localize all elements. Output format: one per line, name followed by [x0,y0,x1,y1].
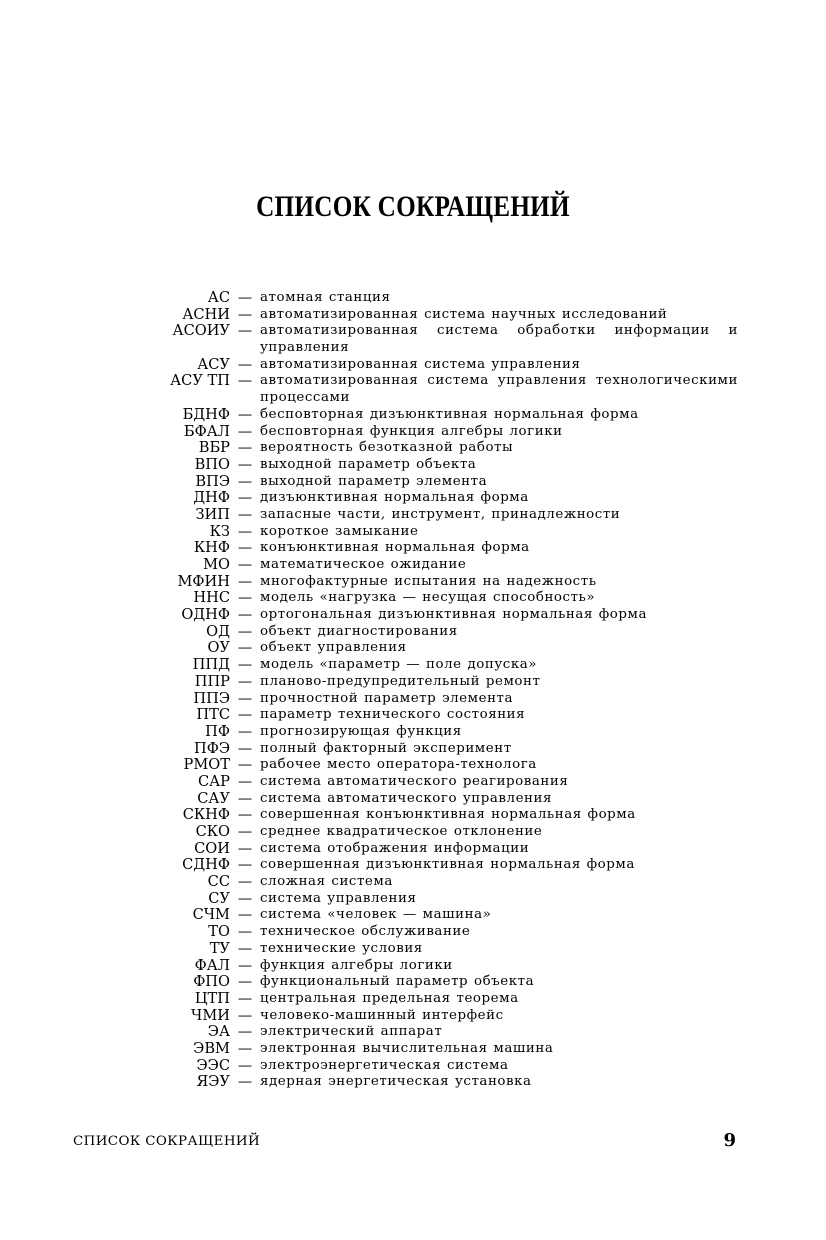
abbreviation-definition: объект диагностирования [260,623,458,639]
abbreviation-term: ЧМИ [191,1006,230,1024]
abbreviation-definition: конъюнктивная нормальная форма [260,540,530,556]
abbreviation-definition: электронная вычислительная машина [260,1040,554,1056]
abbreviation-entry [0,1024,826,1041]
abbreviation-entry [0,1008,826,1025]
abbreviation-term: МФИН [177,572,230,590]
abbreviation-definition: объект управления [260,640,407,656]
abbreviation-entry [0,323,826,356]
em-dash: — [237,490,253,507]
abbreviation-definition: многофактурные испытания на надежность [260,573,597,589]
abbreviation-definition: атомная станция [260,290,391,305]
abbreviation-definition: автоматизированная система управления технологическими процессами [260,373,738,406]
em-dash: — [237,957,253,974]
em-dash: — [237,807,253,824]
abbreviation-term: ТУ [209,939,230,957]
em-dash: — [237,607,253,624]
abbreviation-definition: короткое замыкание [260,523,419,539]
abbreviation-term: ПТС [196,706,230,724]
abbreviation-definition: среднее квадратическое отклонение [260,824,543,839]
abbreviation-definition: система отображения информации [260,840,530,856]
abbreviation-definition: функция алгебры логики [260,957,453,973]
abbreviation-term: СОИ [194,839,230,857]
em-dash: — [237,990,253,1007]
abbreviation-term: ППР [194,672,230,690]
abbreviation-term: САУ [197,789,230,807]
abbreviation-definition: выходной параметр элемента [260,473,488,489]
em-dash: — [237,840,253,857]
abbreviation-definition: система автоматического реагирования [260,773,569,789]
abbreviation-term: ВБР [198,439,230,457]
abbreviation-term: ННС [193,589,230,607]
abbreviation-term: ДНФ [193,489,230,507]
em-dash: — [237,940,253,957]
em-dash: — [237,506,253,523]
em-dash: — [237,356,253,373]
em-dash: — [237,1057,253,1074]
abbreviation-term: СКО [195,823,230,840]
abbreviation-entry [0,841,826,858]
em-dash: — [237,790,253,807]
abbreviation-entry [0,691,826,708]
em-dash: — [237,1040,253,1057]
abbreviation-entry [0,891,826,908]
abbreviation-entry [0,1041,826,1058]
abbreviation-definition: прогнозирующая функция [260,723,462,739]
abbreviation-entry [0,941,826,958]
abbreviation-term: СДНФ [182,856,230,874]
abbreviation-entry [0,874,826,891]
abbreviation-term: ФАЛ [194,956,230,974]
abbreviation-definition: параметр технического состояния [260,707,526,723]
abbreviation-entry [0,724,826,741]
abbreviation-entry [0,407,826,424]
em-dash: — [237,690,253,707]
abbreviation-entry [0,974,826,991]
abbreviation-entry [0,424,826,441]
abbreviation-entry [0,707,826,724]
abbreviation-definition: рабочее место оператора-технолога [260,757,537,773]
abbreviation-term: САР [197,772,230,790]
abbreviation-definition: автоматизированная система обработки информации и управления [260,323,738,356]
abbreviation-definition: электрический аппарат [260,1024,443,1040]
abbreviation-definition: автоматизированная система управления [260,356,581,372]
abbreviation-definition: совершенная конъюнктивная нормальная форма [260,807,636,823]
abbreviation-definition: модель «параметр — поле допуска» [260,657,538,673]
abbreviation-term: ОД [206,622,230,640]
abbreviation-entry [0,290,826,307]
abbreviation-entry [0,1074,826,1091]
abbreviation-definition: планово-предупредительный ремонт [260,673,541,689]
abbreviation-entry [0,674,826,691]
abbreviation-entry [0,824,826,841]
abbreviation-entry [0,958,826,975]
abbreviation-term: ВПО [194,455,230,473]
em-dash: — [237,540,253,557]
abbreviation-term: ТО [208,923,230,941]
running-title: СПИСОК СОКРАЩЕНИЙ [73,1134,261,1149]
abbreviation-term: ПФ [205,722,230,740]
em-dash: — [237,907,253,924]
abbreviation-definition: центральная предельная теорема [260,990,519,1006]
abbreviation-definition: технические условия [260,940,423,956]
abbreviation-term: СУ [208,889,230,907]
abbreviation-term: ЗИП [195,505,230,523]
em-dash: — [237,874,253,891]
abbreviation-entry [0,574,826,591]
abbreviation-definition: выходной параметр объекта [260,456,477,472]
em-dash: — [237,824,253,840]
abbreviation-term: АСУ ТП [170,372,230,390]
em-dash: — [237,557,253,573]
em-dash: — [237,306,253,323]
abbreviation-entry [0,991,826,1008]
abbreviation-definition: ядерная энергетическая установка [260,1074,532,1090]
em-dash: — [237,323,253,340]
abbreviation-entry [0,524,826,541]
em-dash: — [237,740,253,757]
abbreviation-entry [0,507,826,524]
em-dash: — [237,857,253,874]
abbreviation-term: АС [207,289,230,306]
abbreviation-definition: модель «нагрузка — несущая способность» [260,590,596,606]
abbreviation-definition: техническое обслуживание [260,924,471,940]
abbreviation-term: ФПО [193,973,230,991]
abbreviation-definition: прочностной параметр элемента [260,690,514,706]
abbreviation-definition: математическое ожидание [260,557,467,572]
abbreviation-definition: человеко-машинный интерфейс [260,1007,504,1023]
abbreviation-term: ПФЭ [193,739,230,757]
em-dash: — [237,723,253,740]
abbreviation-term: КНФ [193,539,230,557]
abbreviation-definition: система «человек — машина» [260,907,492,923]
abbreviation-entry [0,857,826,874]
em-dash: — [237,406,253,423]
em-dash: — [237,1074,253,1091]
em-dash: — [237,707,253,724]
abbreviation-entry [0,624,826,641]
abbreviation-definition: сложная система [260,874,393,890]
abbreviation-term: МО [203,556,230,573]
abbreviation-entry [0,557,826,574]
abbreviation-term: СС [207,873,230,891]
em-dash: — [237,456,253,473]
abbreviation-entry [0,791,826,808]
em-dash: — [237,640,253,657]
abbreviation-term: ОУ [207,639,230,657]
em-dash: — [237,423,253,440]
abbreviation-entry [0,373,826,406]
abbreviation-term: ОДНФ [181,606,230,624]
em-dash: — [237,974,253,991]
em-dash: — [237,1007,253,1024]
abbreviation-entry [0,807,826,824]
abbreviation-term: БФАЛ [183,422,230,440]
abbreviation-term: СЧМ [192,906,230,924]
abbreviation-entry [0,590,826,607]
abbreviation-term: ЯЭУ [196,1073,230,1091]
em-dash: — [237,440,253,457]
abbreviation-entry [0,1058,826,1075]
abbreviation-definition: полный факторный эксперимент [260,740,512,756]
abbreviation-definition: запасные части, инструмент, принадлежности [260,506,621,522]
abbreviation-definition: вероятность безотказной работы [260,440,514,456]
abbreviation-entry [0,640,826,657]
abbreviation-entry [0,457,826,474]
abbreviation-list [0,290,826,1091]
abbreviation-definition: совершенная дизъюнктивная нормальная форма [260,857,635,873]
abbreviation-definition: ортогональная дизъюнктивная нормальная форма [260,607,648,623]
abbreviation-definition: система автоматического управления [260,790,553,806]
abbreviation-term: ЦТП [194,989,230,1007]
em-dash: — [237,673,253,690]
abbreviation-term: СКНФ [182,806,230,824]
abbreviation-term: ЭВМ [193,1039,230,1057]
em-dash: — [237,657,253,674]
abbreviation-entry [0,440,826,457]
abbreviation-entry [0,607,826,624]
em-dash: — [237,523,253,540]
abbreviation-entry [0,757,826,774]
abbreviation-term: ВПЭ [195,472,230,490]
em-dash: — [237,573,253,590]
em-dash: — [237,773,253,790]
page-number: 9 [723,1130,736,1151]
abbreviation-term: БДНФ [182,405,230,423]
abbreviation-entry [0,540,826,557]
abbreviation-term: ЭА [207,1023,230,1041]
abbreviation-term: РМОТ [183,756,230,774]
abbreviation-entry [0,474,826,491]
abbreviation-definition: дизъюнктивная нормальная форма [260,490,529,506]
abbreviation-entry [0,357,826,374]
em-dash: — [237,473,253,490]
abbreviation-entry [0,657,826,674]
abbreviation-term: ППЭ [193,689,230,707]
abbreviation-entry [0,307,826,324]
em-dash: — [237,623,253,640]
abbreviation-entry [0,907,826,924]
abbreviation-definition: функциональный параметр объекта [260,974,535,990]
abbreviation-entry [0,774,826,791]
abbreviation-term: КЗ [209,522,230,540]
abbreviation-definition: автоматизированная система научных исследований [260,306,668,322]
em-dash: — [237,1024,253,1041]
abbreviation-entry [0,490,826,507]
abbreviation-definition: система управления [260,890,417,906]
abbreviation-entry [0,741,826,758]
abbreviation-definition: бесповторная дизъюнктивная нормальная форма [260,406,639,422]
abbreviation-term: АСОИУ [172,322,230,340]
abbreviation-entry [0,924,826,941]
abbreviation-definition: электроэнергетическая система [260,1057,509,1073]
em-dash: — [237,290,253,306]
abbreviation-term: АСУ [197,355,230,373]
em-dash: — [237,890,253,907]
abbreviation-term: ЭЭС [196,1056,230,1074]
em-dash: — [237,590,253,607]
em-dash: — [237,373,253,390]
page-title: СПИСОК СОКРАЩЕНИЙ [256,190,570,223]
abbreviation-term: ППД [192,656,230,674]
abbreviation-term: АСНИ [182,305,230,323]
em-dash: — [237,924,253,941]
abbreviation-definition: бесповторная функция алгебры логики [260,423,563,439]
em-dash: — [237,757,253,774]
